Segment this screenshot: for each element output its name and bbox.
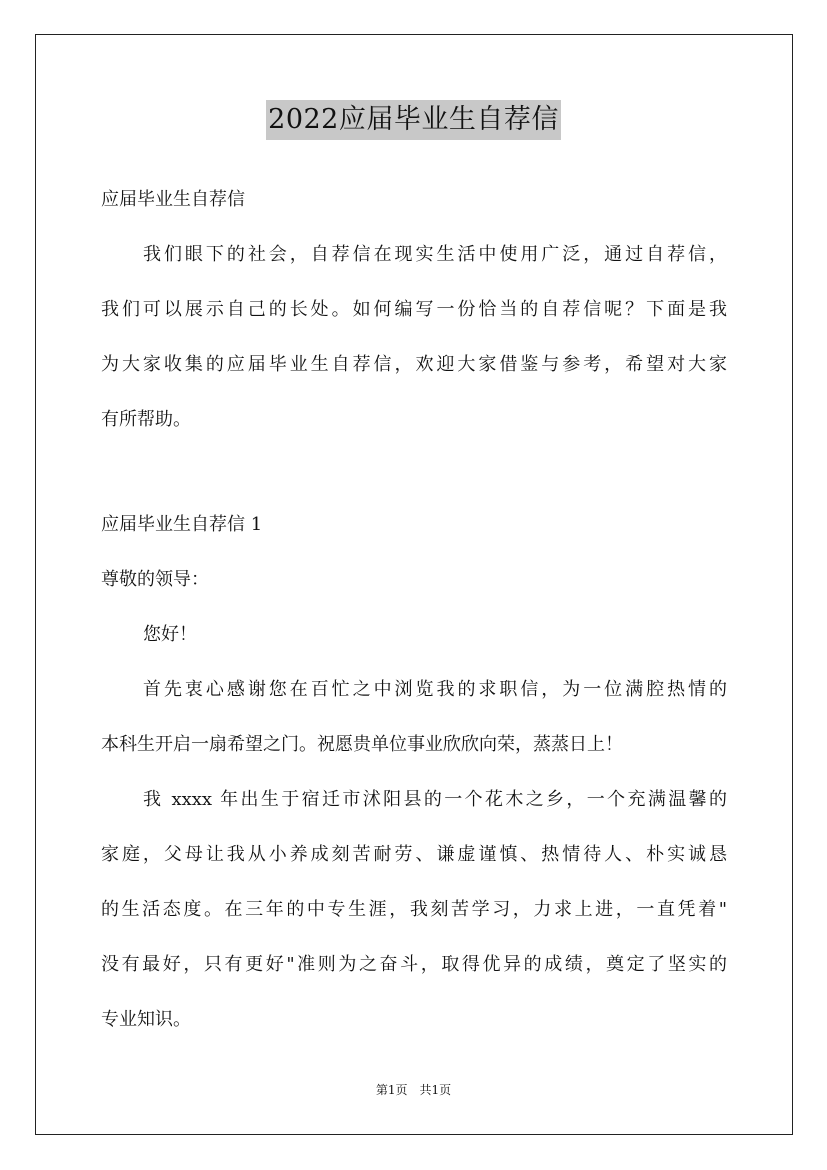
para2-line: 家庭，父母让我从小养成刻苦耐劳、谦虚谨慎、热情待人、朴实诚恳 [101,844,727,865]
page-footer [0,1082,827,1098]
para1-line: 首先衷心感谢您在百忙之中浏览我的求职信，为一位满腔热情的 [143,679,727,700]
section-title: 应届毕业生自荐信 1 [101,514,263,535]
para2-line: 的生活态度。在三年的中专生涯，我刻苦学习，力求上进，一直凭着" [101,899,727,920]
para1-line: 本科生开启一扇希望之门。祝愿贵单位事业欣欣向荣，蒸蒸日上！ [101,734,623,755]
page-number: 第1页 共1页 [375,1083,452,1097]
intro-line: 我们眼下的社会，自荐信在现实生活中使用广泛，通过自荐信， [143,244,727,265]
subtitle: 应届毕业生自荐信 [101,189,245,210]
title-container [0,100,827,140]
intro-line: 我们可以展示自己的长处。如何编写一份恰当的自荐信呢？下面是我 [101,299,727,320]
paragraph-gap [101,447,727,497]
document-title: 2022应届毕业生自荐信 [266,100,561,140]
document-body [101,172,727,1047]
intro-line: 有所帮助。 [101,409,191,430]
para2-line: 我 xxxx 年出生于宿迁市沭阳县的一个花木之乡，一个充满温馨的 [143,789,727,810]
para2-line: 专业知识。 [101,1009,191,1030]
salutation: 尊敬的领导： [101,569,209,590]
intro-line: 为大家收集的应届毕业生自荐信，欢迎大家借鉴与参考，希望对大家 [101,354,727,375]
para2-line: 没有最好，只有更好"准则为之奋斗，取得优异的成绩，奠定了坚实的 [101,954,727,975]
greeting: 您好！ [143,624,197,645]
